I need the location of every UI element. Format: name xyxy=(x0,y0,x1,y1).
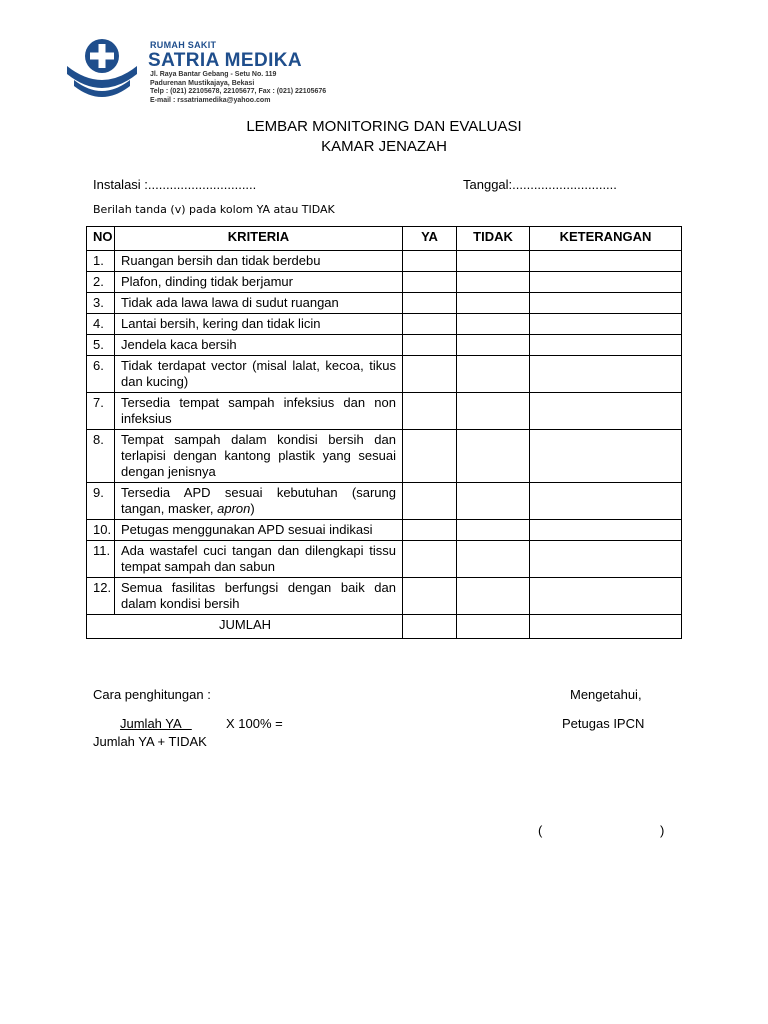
keterangan-cell[interactable] xyxy=(530,578,682,615)
hospital-name: SATRIA MEDIKA xyxy=(148,50,303,71)
row-criteria: Tidak terdapat vector (misal lalat, kecoa, tikus dan kucing) xyxy=(115,356,403,393)
row-criteria: Ada wastafel cuci tangan dan dilengkapi tissu tempat sampah dan sabun xyxy=(115,541,403,578)
calculation-label: Cara penghitungan : xyxy=(93,687,211,702)
table-row xyxy=(87,520,682,541)
table-row xyxy=(87,314,682,335)
keterangan-cell[interactable] xyxy=(530,393,682,430)
ya-total-cell[interactable] xyxy=(403,615,457,639)
formula-numerator: Jumlah YA xyxy=(120,716,192,731)
row-criteria: Plafon, dinding tidak berjamur xyxy=(115,272,403,293)
tidak-cell[interactable] xyxy=(457,393,530,430)
row-criteria: Lantai bersih, kering dan tidak licin xyxy=(115,314,403,335)
table-row xyxy=(87,251,682,272)
ya-cell[interactable] xyxy=(403,430,457,483)
tidak-cell[interactable] xyxy=(457,251,530,272)
table-row xyxy=(87,335,682,356)
ya-cell[interactable] xyxy=(403,520,457,541)
row-number: 6. xyxy=(87,356,115,393)
ya-cell[interactable] xyxy=(403,335,457,356)
tidak-cell[interactable] xyxy=(457,578,530,615)
keterangan-total-cell[interactable] xyxy=(530,615,682,639)
table-row xyxy=(87,541,682,578)
table-row xyxy=(87,293,682,314)
ya-cell[interactable] xyxy=(403,251,457,272)
tidak-cell[interactable] xyxy=(457,335,530,356)
ya-cell[interactable] xyxy=(403,356,457,393)
ya-cell[interactable] xyxy=(403,272,457,293)
row-number: 3. xyxy=(87,293,115,314)
table-row xyxy=(87,272,682,293)
table-row xyxy=(87,393,682,430)
tidak-cell[interactable] xyxy=(457,483,530,520)
ya-cell[interactable] xyxy=(403,393,457,430)
hospital-logo xyxy=(64,36,364,112)
tidak-cell[interactable] xyxy=(457,314,530,335)
row-number: 4. xyxy=(87,314,115,335)
keterangan-cell[interactable] xyxy=(530,356,682,393)
instalasi-field[interactable]: Instalasi :.............................. xyxy=(93,177,257,192)
row-criteria: Tersedia APD sesuai kebutuhan (sarung tangan, masker, apron) xyxy=(115,483,403,520)
table-row xyxy=(87,356,682,393)
row-number: 9. xyxy=(87,483,115,520)
table-header-row xyxy=(87,227,682,251)
hospital-address: Jl. Raya Bantar Gebang - Setu No. 119 Padurenan Mustikajaya, Bekasi Telp : (021) 22105678, 22105677, Fax : (021) 22105676 E-mail : rssatriamedika@yahoo.com xyxy=(150,71,327,104)
table-row xyxy=(87,483,682,520)
document-title: LEMBAR MONITORING DAN EVALUASI xyxy=(246,118,522,135)
header-keterangan: KETERANGAN xyxy=(530,227,682,251)
formula-multiplier: X 100% = xyxy=(226,716,283,731)
keterangan-cell[interactable] xyxy=(530,430,682,483)
tanggal-field[interactable]: Tanggal:............................. xyxy=(463,177,617,192)
row-criteria: Tempat sampah dalam kondisi bersih dan terlapisi dengan kantong plastik yang sesuai dengan jenisnya xyxy=(115,430,403,483)
hospital-emblem-icon xyxy=(64,36,140,112)
tidak-cell[interactable] xyxy=(457,293,530,314)
row-criteria: Tersedia tempat sampah infeksius dan non infeksius xyxy=(115,393,403,430)
sum-label: JUMLAH xyxy=(87,615,403,639)
keterangan-cell[interactable] xyxy=(530,520,682,541)
keterangan-cell[interactable] xyxy=(530,541,682,578)
header-no: NO xyxy=(87,227,115,251)
table-row xyxy=(87,430,682,483)
formula-denominator: Jumlah YA + TIDAK xyxy=(93,734,207,749)
row-number: 12. xyxy=(87,578,115,615)
ya-cell[interactable] xyxy=(403,541,457,578)
ipcn-officer-label: Petugas IPCN xyxy=(562,716,645,731)
row-number: 5. xyxy=(87,335,115,356)
row-criteria: Semua fasilitas berfungsi dengan baik dan dalam kondisi bersih xyxy=(115,578,403,615)
keterangan-cell[interactable] xyxy=(530,272,682,293)
table-row xyxy=(87,578,682,615)
row-criteria: Jendela kaca bersih xyxy=(115,335,403,356)
ya-cell[interactable] xyxy=(403,293,457,314)
acknowledged-label: Mengetahui, xyxy=(570,687,642,702)
row-number: 11. xyxy=(87,541,115,578)
row-number: 7. xyxy=(87,393,115,430)
header-kriteria: KRITERIA xyxy=(115,227,403,251)
document-subtitle: KAMAR JENAZAH xyxy=(321,138,447,155)
header-ya: YA xyxy=(403,227,457,251)
row-criteria: Petugas menggunakan APD sesuai indikasi xyxy=(115,520,403,541)
tidak-cell[interactable] xyxy=(457,541,530,578)
tidak-cell[interactable] xyxy=(457,356,530,393)
keterangan-cell[interactable] xyxy=(530,483,682,520)
row-number: 2. xyxy=(87,272,115,293)
tidak-cell[interactable] xyxy=(457,520,530,541)
keterangan-cell[interactable] xyxy=(530,314,682,335)
signature-open-paren: ( xyxy=(538,823,543,838)
sum-row xyxy=(87,615,682,639)
signature-close-paren: ) xyxy=(660,823,665,838)
keterangan-cell[interactable] xyxy=(530,335,682,356)
ya-cell[interactable] xyxy=(403,578,457,615)
keterangan-cell[interactable] xyxy=(530,293,682,314)
row-number: 1. xyxy=(87,251,115,272)
row-criteria: Tidak ada lawa lawa di sudut ruangan xyxy=(115,293,403,314)
row-number: 8. xyxy=(87,430,115,483)
row-number: 10. xyxy=(87,520,115,541)
keterangan-cell[interactable] xyxy=(530,251,682,272)
instruction-text: Berilah tanda (v) pada kolom YA atau TIDAK xyxy=(93,203,335,216)
tidak-total-cell[interactable] xyxy=(457,615,530,639)
criteria-table xyxy=(86,226,682,639)
tidak-cell[interactable] xyxy=(457,272,530,293)
hospital-label: RUMAH SAKIT xyxy=(150,40,217,50)
row-criteria: Ruangan bersih dan tidak berdebu xyxy=(115,251,403,272)
tidak-cell[interactable] xyxy=(457,430,530,483)
ya-cell[interactable] xyxy=(403,314,457,335)
ya-cell[interactable] xyxy=(403,483,457,520)
header-tidak: TIDAK xyxy=(457,227,530,251)
